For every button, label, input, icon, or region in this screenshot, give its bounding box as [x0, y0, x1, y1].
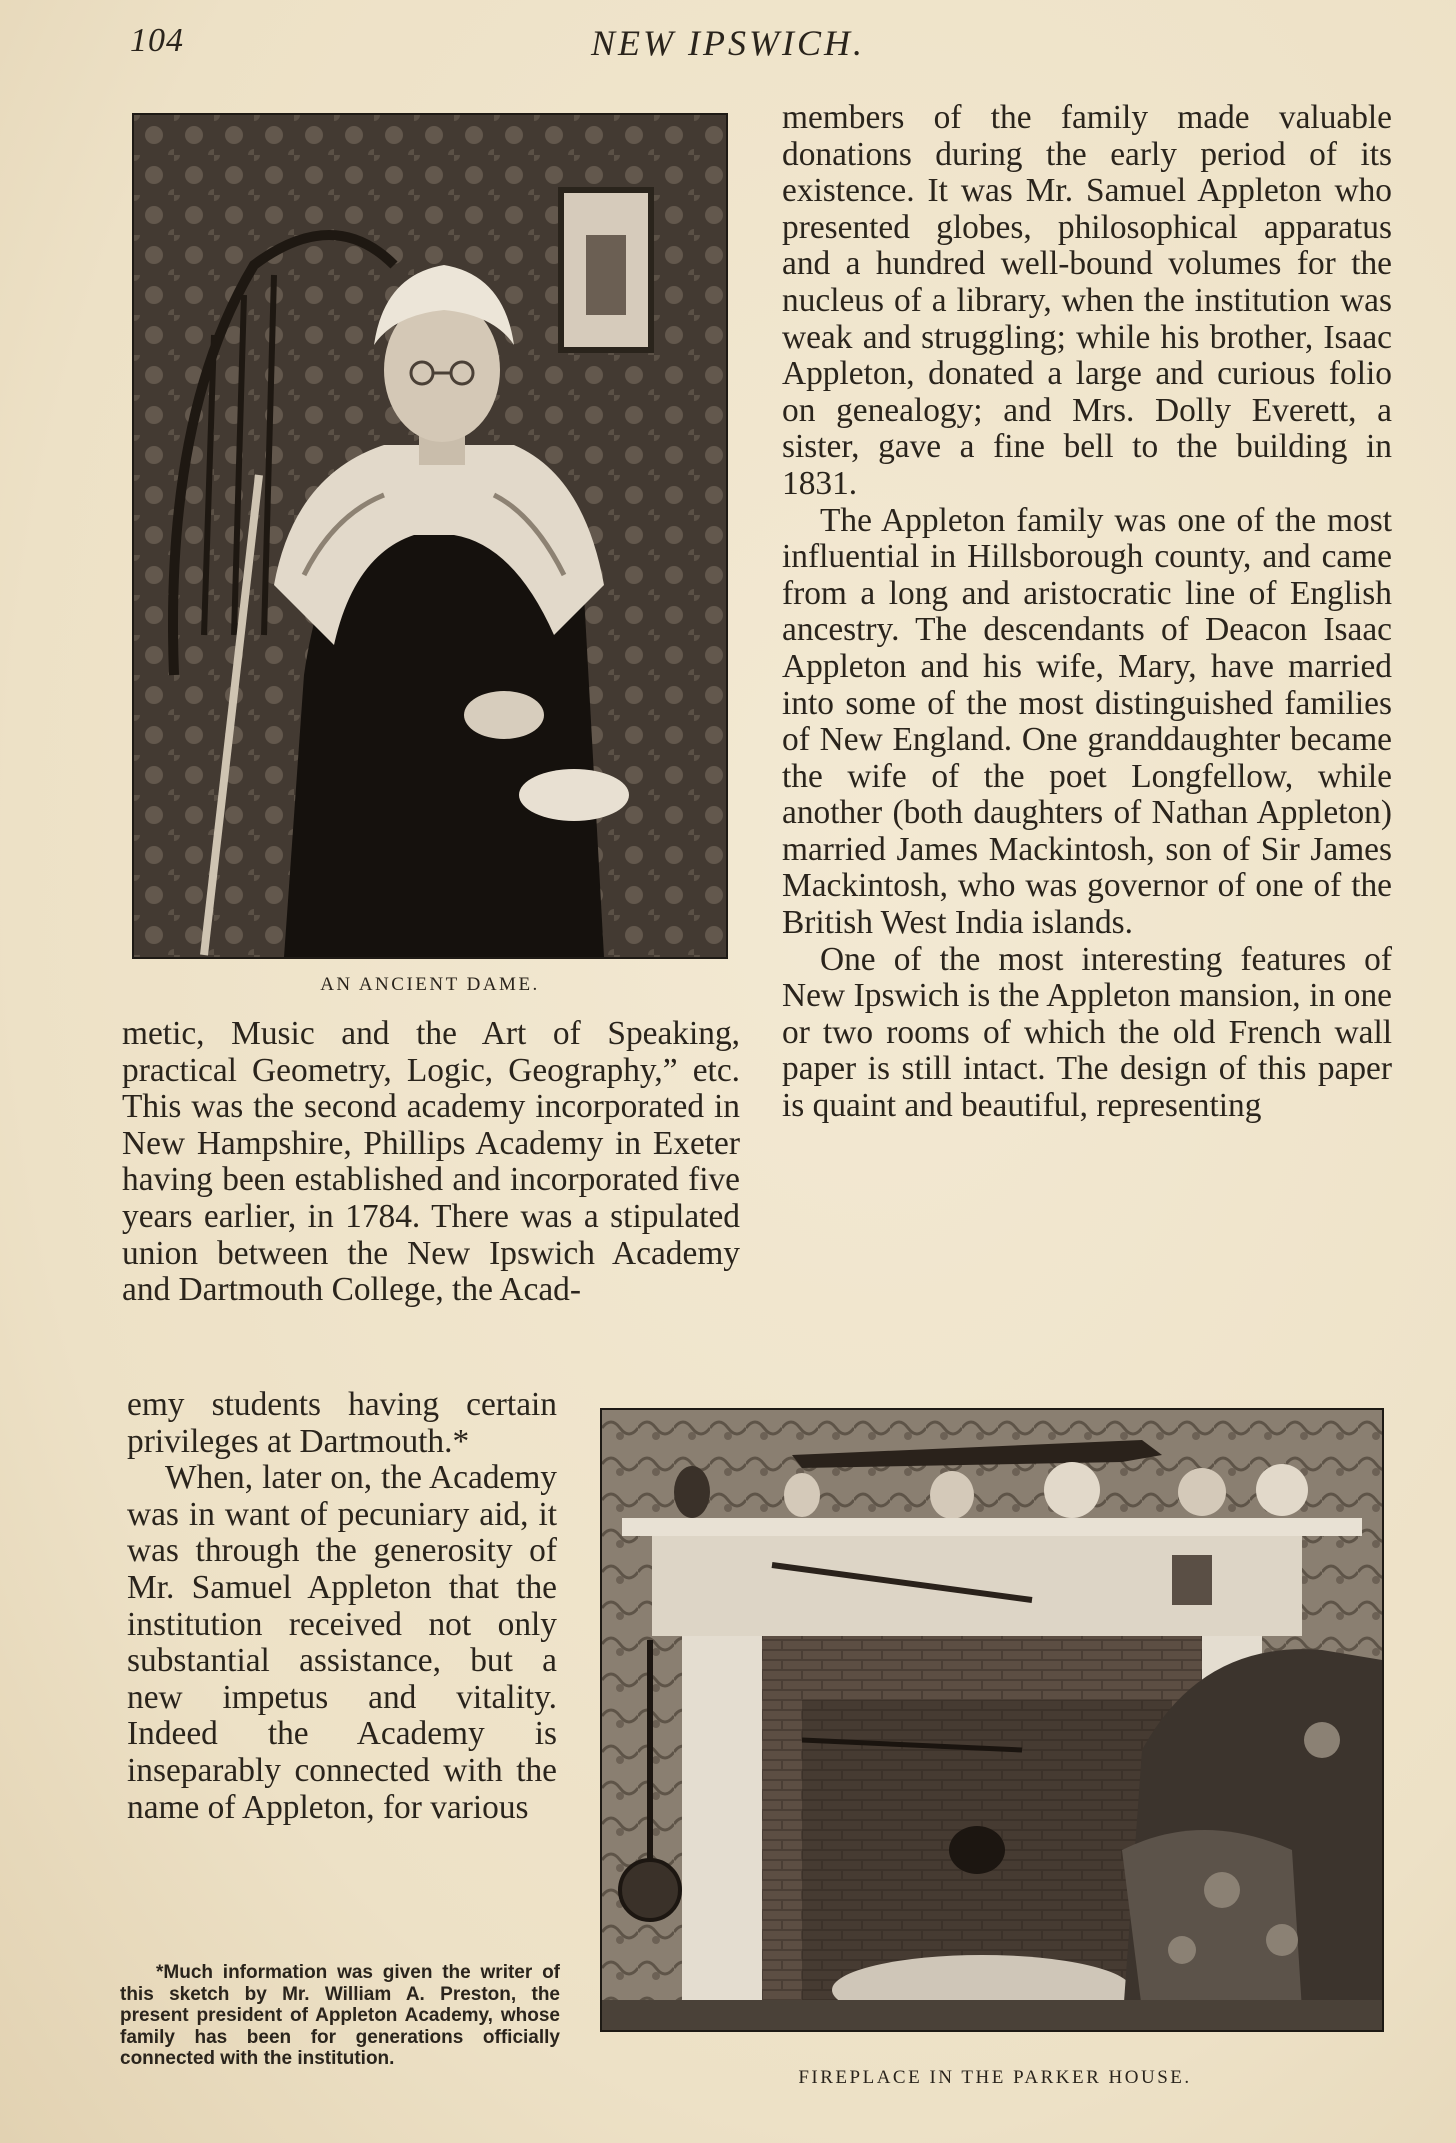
footnote: [120, 1962, 560, 2070]
ancient-dame-illustration: [134, 115, 726, 957]
right-column: [782, 100, 1392, 1125]
fireplace-caption: FIREPLACE IN THE PARKER HOUSE.: [798, 2067, 1192, 2088]
left-column-lower: [127, 1387, 557, 1826]
left-paragraph-3: When, later on, the Academy was in want of pecuniary aid, it was through the generosity of Mr. Samuel Appleton that the institution received not only substantial assistance, but a new impetus and vitality. Indeed the Academy is inseparably connected with the name of Appleton, for various: [127, 1459, 557, 1826]
left-paragraph-2: emy students having certain privileges at Dartmouth.*: [127, 1386, 557, 1460]
left-paragraph-1: metic, Music and the Art of Speaking, practical Geometry, Logic, Geography,” etc. This was the second academy incorporated in New Hampshire, Phillips Academy in Exeter having been established and incorporated five years earlier, in 1784. There was a stipulated union between the New Ipswich Academy and Dartmouth College, the Acad-: [122, 1015, 740, 1309]
right-paragraph-1: members of the family made valuable donations during the early period of its existence. It was Mr. Samuel Appleton who presented globes, philosophical apparatus and a hundred well-bound volumes for the nucleus of a library, when the institution was weak and struggling; while his brother, Isaac Appleton, donated a large and curious folio on genealogy; and Mrs. Dolly Everett, a sister, gave a fine bell to the building in 1831.: [782, 99, 1392, 502]
right-paragraph-2: The Appleton family was one of the most influential in Hillsborough county, and came from a long and aristocratic line of English ancestry. The descendants of Deacon Isaac Appleton and his wife, Mary, have married into some of the most distinguished families of New England. One granddaughter became the wife of the poet Longfellow, while another (both daughters of Nathan Appleton) married James Mackintosh, son of Sir James Mackintosh, who was governor of one of the British West India islands.: [782, 501, 1392, 942]
ancient-dame-photo: [132, 113, 728, 959]
footnote-text: *Much information was given the writer of this sketch by Mr. William A. Preston, the present president of Appleton Academy, whose family has been for generations officially connected with the institution.: [120, 1962, 560, 2069]
fireplace-illustration: [602, 1410, 1382, 2030]
right-paragraph-3: One of the most interesting features of New Ipswich is the Appleton mansion, in one or two rooms of which the old French wall paper is still intact. The design of this paper is quaint and beautiful, representing: [782, 940, 1392, 1125]
running-title: NEW IPSWICH.: [591, 23, 865, 63]
ancient-dame-caption: AN ANCIENT DAME.: [320, 974, 540, 995]
page-number: 104: [130, 22, 184, 59]
left-column-upper: [122, 1016, 740, 1309]
fireplace-photo: [600, 1408, 1384, 2032]
